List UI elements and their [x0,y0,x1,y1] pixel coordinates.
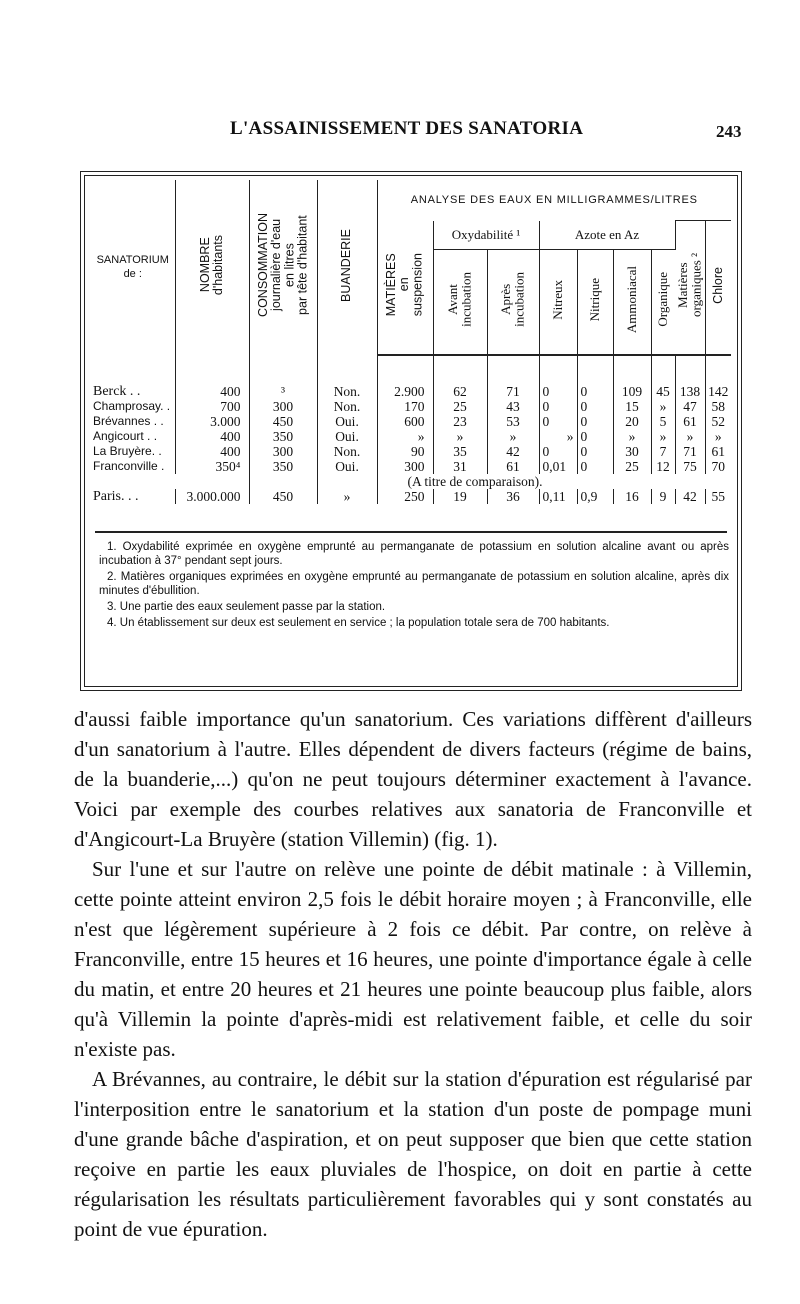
cell-buanderie: Oui. [317,414,377,429]
cell-ammo: » [613,429,651,444]
cell-ammo: 30 [613,444,651,459]
cell-susp: 2.900 [377,384,433,399]
cell-buanderie: Oui. [317,459,377,474]
table-frame [84,175,738,687]
row-name: Angicourt . . [91,429,175,444]
cell-matorg: 42 [675,489,705,504]
col-consommation: CONSOMMATION journalière d'eau en litres par tête d'habitant [255,213,310,318]
page-number: 243 [716,122,742,141]
col-sanatorium: SANATORIUM de : [96,253,169,281]
table-row-paris [91,489,731,504]
col-buanderie: BUANDERIE [339,228,354,302]
cell-matorg: » [675,429,705,444]
cell-avant: 31 [433,459,487,474]
running-title: L'ASSAINISSEMENT DES SANATORIA [230,118,584,139]
cell-nitreux: 0,11 [539,489,577,504]
footnote-rule [95,531,727,533]
cell-chlore: 58 [711,398,725,414]
cell-nitreux: 0 [539,399,577,414]
cell-nombre: 400 [175,429,249,444]
cell-avant: 23 [433,414,487,429]
col-nitrique: Nitrique [587,277,603,322]
cell-conso: ³ [249,384,317,399]
cell-avant: 19 [433,489,487,504]
cell-nitrique: 0 [577,399,613,414]
col-matieres-suspension: MATIÈRES en suspension [384,253,425,317]
cell-apres: 53 [487,414,539,429]
cell-avant: 62 [433,384,487,399]
row-name: Champrosay. . [91,399,175,414]
cell-ammo: 20 [613,414,651,429]
cell-ammo: 15 [613,399,651,414]
cell-nombre: 700 [175,399,249,414]
cell-apres: 43 [487,399,539,414]
col-nitreux: Nitreux [550,279,566,320]
cell-conso: 300 [249,399,317,414]
paragraph-3: A Brévannes, au contraire, le débit sur la station d'épuration est régularisé par l'interposition entre le sanatorium et la station d'un poste de pompage muni d'une grande bâche d'aspiration, et on peut supposer que bien que cette station reçoive en partie les eaux pluviales de l'hospice, on doit en partie à cette régularisation les résultats particulièrement favorables qui y sont constatés au point de vue épuration. [74,1067,752,1241]
cell-susp: 90 [377,444,433,459]
cell-susp: 600 [377,414,433,429]
table-row [91,384,731,399]
row-name: Franconville . [91,459,175,474]
col-chlore: Chlore [710,266,725,304]
col-ammoniacal: Ammoniacal [624,265,640,334]
cell-matorg: 61 [675,414,705,429]
cell-matorg: 75 [675,459,705,474]
row-name: La Bruyère. . [91,444,175,459]
oxydabilite-head: Oxydabilité ¹ [433,221,539,250]
analysis-title: ANALYSE DES EAUX EN MILLIGRAMMES/LITRES [410,194,698,206]
comparison-row [91,474,731,489]
cell-nitreux: 0 [539,444,577,459]
cell-org: 45 [651,384,675,399]
cell-nombre: 3.000 [175,414,249,429]
cell-nitrique: 0 [577,444,613,459]
cell-ammo: 25 [613,459,651,474]
cell-ammo: 109 [613,384,651,399]
cell-matorg: 47 [675,399,705,414]
cell-nitrique: 0 [577,414,613,429]
cell-org: » [651,399,675,414]
cell-ammo: 16 [613,489,651,504]
cell-nitrique: 0 [577,459,613,474]
cell-apres: » [487,429,539,444]
cell-buanderie: Non. [317,399,377,414]
cell-conso: 350 [249,459,317,474]
cell-nitreux: » [539,429,577,444]
cell-nitreux: 0 [539,414,577,429]
cell-nitreux: 0,01 [539,459,577,474]
cell-chlore: 55 [711,488,725,504]
cell-chlore: 61 [711,443,725,459]
cell-avant: 25 [433,399,487,414]
footnote-4: 4. Un établissement sur deux est seulement en service ; la population totale sera de 700 habitants. [107,617,610,629]
cell-org: » [651,429,675,444]
col-avant-incubation: Avant incubation [445,272,474,327]
comparison-note: (A titre de comparaison). [407,473,543,489]
cell-chlore: 70 [711,458,725,474]
cell-conso: 450 [249,414,317,429]
row-name: Paris. . . [91,489,175,504]
cell-chlore: » [714,428,722,444]
table-row [91,459,731,474]
cell-nitreux: 0 [539,384,577,399]
cell-apres: 61 [487,459,539,474]
cell-avant: 35 [433,444,487,459]
cell-susp: 250 [377,489,433,504]
cell-avant: » [433,429,487,444]
cell-org: 5 [651,414,675,429]
cell-buanderie: Non. [317,384,377,399]
cell-conso: 450 [249,489,317,504]
cell-chlore: 52 [711,413,725,429]
paragraph-2: Sur l'une et sur l'autre on relève une pointe de débit matinale : à Villemin, cette pointe atteint environ 2,5 fois le débit horaire moyen ; à Franconville, elle n'est que légèrement supérieure à 2 fois ce débit. Par contre, on relève à Franconville, entre 15 heures et 16 heures, une pointe d'importance égale à celle du matin, et entre 20 heures et 21 heures une pointe beaucoup plus faible, alors qu'à Villemin la pointe d'après-midi est relativement faible, et celle du soir n'existe pas. [74,857,752,1061]
table-row [91,399,731,414]
cell-conso: 300 [249,444,317,459]
cell-nombre: 400 [175,444,249,459]
footnote-1: 1. Oxydabilité exprimée en oxygène emprunté au permanganate de potassium en solution alcaline avant ou après incubation à 37° pendant sept jours. [99,541,729,567]
cell-nitrique: 0 [577,384,613,399]
col-matieres-organiques: Matières organiques ² [675,253,704,318]
col-apres-incubation: Après incubation [498,272,527,327]
row-name: Brévannes . . [91,414,175,429]
cell-apres: 36 [487,489,539,504]
col-nombre: NOMBRE d'habitants [197,235,225,296]
water-analysis-table [91,180,731,504]
cell-buanderie: » [317,489,377,504]
cell-buanderie: Non. [317,444,377,459]
cell-org: 9 [651,489,675,504]
running-head [0,118,800,148]
cell-susp: 300 [377,459,433,474]
cell-org: 7 [651,444,675,459]
cell-nombre: 3.000.000 [175,489,249,504]
cell-conso: 350 [249,429,317,444]
footnote-3: 3. Une partie des eaux seulement passe par la station. [107,601,386,613]
cell-susp: 170 [377,399,433,414]
cell-matorg: 138 [675,384,705,399]
body-text [74,704,752,1244]
cell-buanderie: Oui. [317,429,377,444]
table-row [91,414,731,429]
cell-nombre: 350⁴ [175,459,249,474]
cell-susp: » [377,429,433,444]
cell-apres: 71 [487,384,539,399]
cell-nombre: 400 [175,384,249,399]
azote-head: Azote en Az [539,221,675,250]
cell-nitrique: 0,9 [577,489,613,504]
cell-matorg: 71 [675,444,705,459]
col-organique: Organique [655,272,671,327]
cell-nitrique: 0 [577,429,613,444]
table-row [91,444,731,459]
footnotes [99,540,729,630]
footnote-2: 2. Matières organiques exprimées en oxygène emprunté au permanganate de potassium en solution alcaline, après dix minutes d'ébullition. [99,571,729,597]
cell-apres: 42 [487,444,539,459]
paragraph-1: d'aussi faible importance qu'un sanatorium. Ces variations diffèrent d'ailleurs d'un sanatorium à l'autre. Elles dépendent de divers facteurs (régime de bains, de la buanderie,...) qu'on ne peut toujours déterminer exactement à l'avance. Voici par exemple des courbes relatives aux sanatoria de Franconville et d'Angicourt-La Bruyère (station Villemin) (fig. 1). [74,707,752,851]
table-row [91,429,731,444]
cell-chlore: 142 [708,383,729,399]
row-name: Berck . . [91,384,175,399]
cell-org: 12 [651,459,675,474]
